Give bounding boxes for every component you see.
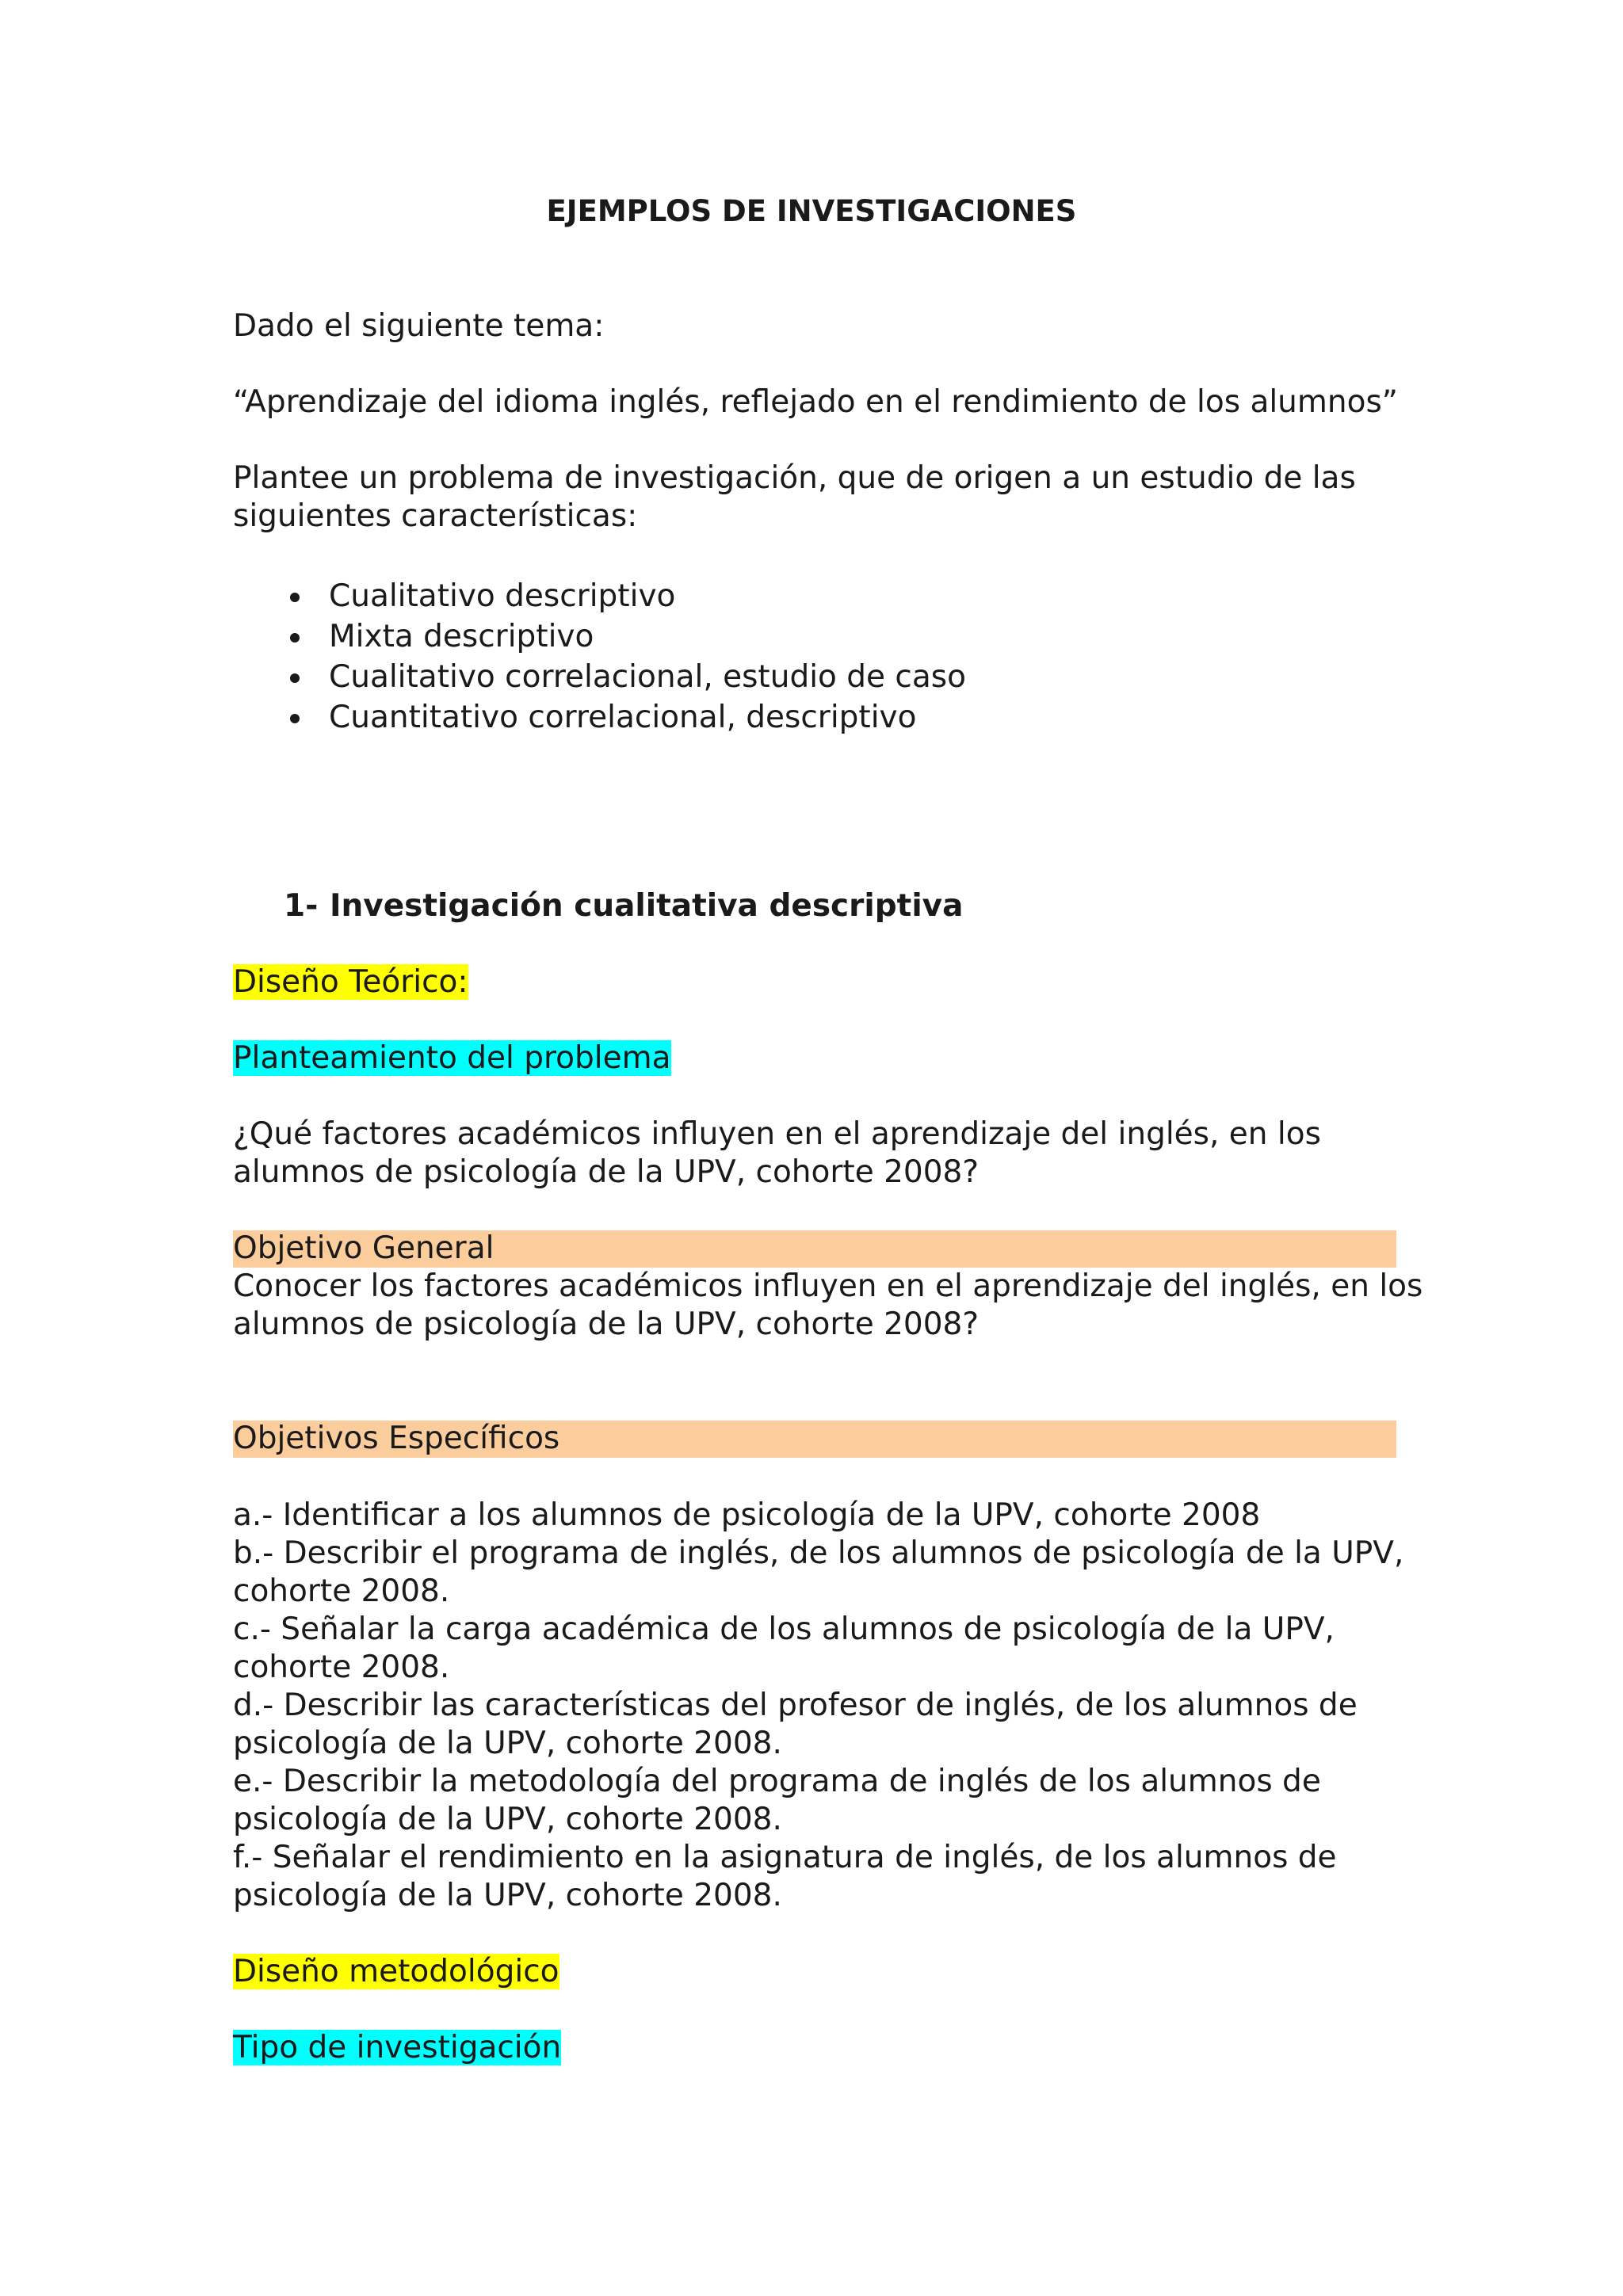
- diseno-metodologico-label: [233, 1953, 559, 1991]
- prompt-line-1: Plantee un problema de investigación, que de origen a un estudio de las: [233, 460, 1356, 496]
- section-title: Investigación cualitativa descriptiva: [330, 888, 964, 924]
- list-item: c.- Señalar la carga académica de los alumnos de psicología de la UPV,: [233, 1611, 1335, 1647]
- planteamiento-label: [233, 1039, 671, 1077]
- tipo-investigacion-text: Tipo de investigación: [233, 2030, 562, 2065]
- list-item: cohorte 2008.: [233, 1573, 450, 1609]
- list-item: psicología de la UPV, cohorte 2008.: [233, 1726, 782, 1761]
- list-item: psicología de la UPV, cohorte 2008.: [233, 1802, 782, 1837]
- list-item: e.- Describir la metodología del programa de inglés de los alumnos de: [233, 1764, 1321, 1799]
- list-item: b.- Describir el programa de inglés, de los alumnos de psicología de la UPV,: [233, 1535, 1404, 1571]
- planteamiento-line-2: alumnos de psicología de la UPV, cohorte 2008?: [233, 1154, 980, 1190]
- list-item: cohorte 2008.: [233, 1650, 450, 1685]
- diseno-teorico-label: [233, 963, 468, 1001]
- page-title: EJEMPLOS DE INVESTIGACIONES: [546, 194, 1077, 228]
- intro-text: Dado el siguiente tema:: [233, 308, 605, 344]
- list-item: Cualitativo correlacional, estudio de caso: [329, 659, 966, 695]
- list-item: psicología de la UPV, cohorte 2008.: [233, 1878, 782, 1913]
- theme-quote: “Aprendizaje del idioma inglés, reflejado en el rendimiento de los alumnos”: [233, 384, 1398, 420]
- list-item: a.- Identificar a los alumnos de psicología de la UPV, cohorte 2008: [233, 1497, 1261, 1533]
- list-item: Cuantitativo correlacional, descriptivo: [329, 700, 917, 735]
- bullet-icon: [290, 633, 300, 643]
- planteamiento-line-1: ¿Qué factores académicos influyen en el aprendizaje del inglés, en los: [233, 1116, 1321, 1152]
- list-item: Mixta descriptivo: [329, 619, 594, 654]
- objetivo-general-label: Objetivo General: [233, 1230, 495, 1266]
- diseno-teorico-text: Diseño Teórico:: [233, 964, 468, 1000]
- bullet-icon: [290, 714, 300, 723]
- objetivo-general-line-1: Conocer los factores académicos influyen en el aprendizaje del inglés, en los: [233, 1268, 1423, 1304]
- list-item: f.- Señalar el rendimiento en la asignatura de inglés, de los alumnos de: [233, 1840, 1337, 1875]
- bullet-icon: [290, 673, 300, 683]
- tipo-investigacion-label: [233, 2029, 561, 2067]
- objetivo-general-line-2: alumnos de psicología de la UPV, cohorte 2008?: [233, 1306, 980, 1342]
- diseno-metodologico-text: Diseño metodológico: [233, 1954, 559, 1989]
- section-number: 1-: [284, 888, 319, 924]
- objetivos-especificos-label: Objetivos Específicos: [233, 1421, 560, 1456]
- bullet-icon: [290, 593, 300, 602]
- list-item: d.- Describir las características del profesor de inglés, de los alumnos de: [233, 1688, 1358, 1723]
- planteamiento-text: Planteamiento del problema: [233, 1040, 671, 1076]
- list-item: Cualitativo descriptivo: [329, 578, 676, 614]
- section-heading: [284, 887, 963, 925]
- prompt-line-2: siguientes características:: [233, 498, 638, 534]
